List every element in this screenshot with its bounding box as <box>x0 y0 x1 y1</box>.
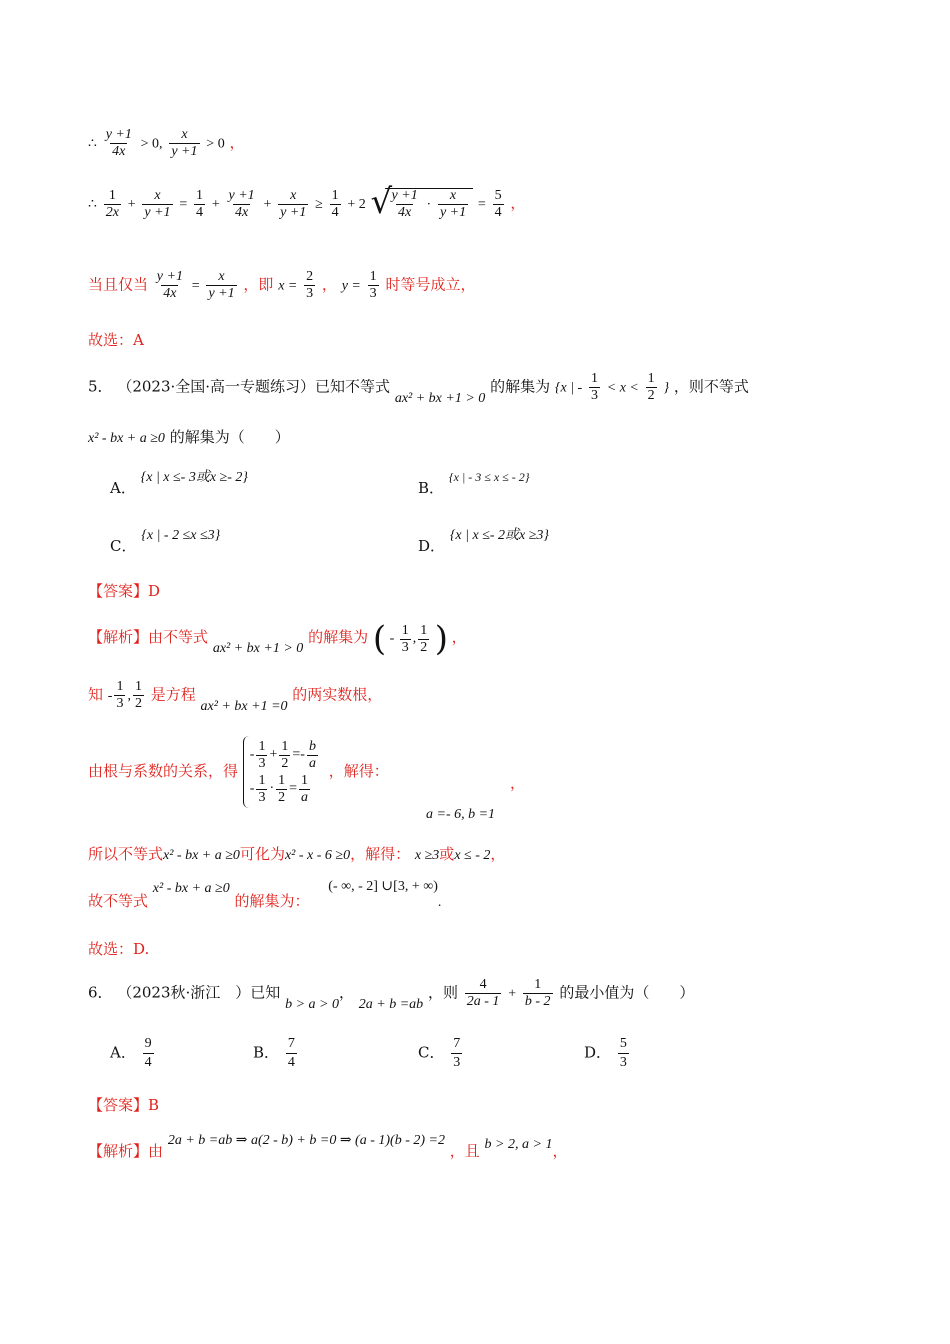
math-text: > 0, <box>140 136 163 152</box>
q6-stem <box>88 977 695 1012</box>
analysis-tag: 【解析】 <box>88 628 149 647</box>
fraction: $\frac{x}{y +1}$ <box>280 187 307 220</box>
fraction: $\frac{1}{b - 2}$ <box>524 977 551 1009</box>
math-text: x² - bx + a ≥0 <box>152 881 230 896</box>
minus-sign: - <box>107 688 113 704</box>
punctuation: . <box>437 895 442 910</box>
proof-line-2 <box>88 188 525 220</box>
option-label: D． <box>584 1043 612 1062</box>
analysis-text: 的两实数根， <box>292 685 383 704</box>
analysis-text: 或 <box>439 845 455 863</box>
fraction: $\frac{x}{y +1}$ <box>439 188 467 220</box>
explanation-text: ，即 <box>243 275 274 294</box>
analysis-text: 可化为 <box>239 845 285 863</box>
q6-answer: 【答案】B <box>88 1096 160 1114</box>
q5-option-b[interactable] <box>418 465 530 497</box>
question-number: 6． <box>88 983 113 1002</box>
option-label: C． <box>110 537 137 555</box>
q6-option-b[interactable] <box>253 1036 299 1071</box>
q6-option-d[interactable] <box>584 1036 631 1071</box>
proof-equality-condition <box>88 270 475 301</box>
option-text: {x | x ≤- 2或x ≥3} <box>449 528 550 543</box>
question-text: 的最小值为（ ） <box>559 983 695 1002</box>
option-label: B． <box>418 479 445 497</box>
therefore-sign: ∴ <box>88 136 97 152</box>
plus-sign: + <box>263 197 272 212</box>
math-text: 2a + b =ab <box>358 996 424 1012</box>
fraction: $\frac{5}{3}$ <box>619 1036 627 1070</box>
sqrt-symbol <box>385 188 474 220</box>
q5-analysis-4 <box>88 847 505 863</box>
analysis-text: ，且 <box>449 1142 480 1160</box>
fraction: $\frac{1}{2}$ <box>647 371 655 403</box>
punctuation: ， <box>338 983 354 1002</box>
q5-choice: 故选：D. <box>88 940 150 958</box>
explanation-text: 当且仅当 <box>88 275 149 294</box>
q6-option-c[interactable] <box>418 1036 464 1071</box>
fraction: $\frac{4}{2a - 1}$ <box>466 977 500 1009</box>
interval: ( - $\frac{1}{3}$ , $\frac{1}{2}$ ) <box>372 619 449 659</box>
option-text: {x | x ≤- 3或x ≥- 2} <box>140 470 249 485</box>
equation-system <box>243 736 324 808</box>
punctuation: ， <box>510 194 526 212</box>
q5-stem-2 <box>88 430 290 446</box>
right-paren: ) <box>434 619 449 659</box>
fraction: $\frac{1}{2}$ <box>134 679 142 711</box>
fraction: $\frac{x}{y +1}$ <box>171 127 198 159</box>
q5-analysis-5 <box>88 879 442 910</box>
math-text: ax² + bx +1 > 0 <box>212 641 304 657</box>
analysis-text: 的解集为 <box>308 628 369 647</box>
fraction: $\frac{9}{4}$ <box>144 1036 152 1070</box>
system-row-2: - 1 3 · $\frac{1}{2}$ = $\frac{1}{a}$ <box>249 772 309 805</box>
analysis-text: ，解得： <box>328 762 389 780</box>
math-text: ax² + bx +1 > 0 <box>394 390 486 406</box>
equals-sign: = <box>477 197 486 212</box>
math-text: b > a > 0 <box>285 996 339 1012</box>
fraction: $\frac{5}{4}$ <box>494 187 502 220</box>
fraction: $\frac{2}{3}$ <box>306 269 314 301</box>
math-text: b > 2, a > 1 <box>484 1137 553 1152</box>
q5-answer: 【答案】D <box>88 582 161 600</box>
question-text: ，则 <box>427 983 458 1002</box>
q5-option-c[interactable] <box>110 523 221 555</box>
option-label: D． <box>418 537 446 555</box>
q6-option-a[interactable] <box>110 1036 156 1071</box>
math-text: a =- 6, b =1 <box>426 807 496 822</box>
option-label: A． <box>110 479 136 497</box>
fraction: $\frac{1}{4}$ <box>331 187 339 220</box>
punctuation: ， <box>451 628 467 647</box>
math-text: > 0 <box>206 136 225 152</box>
question-text: 的解集为 <box>490 377 551 396</box>
fraction: $\frac{y +1}{4x}$ <box>156 269 183 301</box>
math-text: y = <box>341 278 361 294</box>
analysis-text: 的解集为： <box>234 892 310 910</box>
fraction: $\frac{7}{3}$ <box>453 1036 461 1070</box>
minus-sign: - <box>389 631 395 647</box>
q5-option-a[interactable] <box>110 465 249 497</box>
option-text: {x | - 3 ≤ x ≤ - 2} <box>448 470 530 484</box>
math-text: } <box>663 380 670 396</box>
punctuation: ， <box>229 133 245 152</box>
question-number: 5． <box>88 377 113 396</box>
plus-sign: + <box>127 197 136 212</box>
analysis-text: 由不等式 <box>148 628 209 647</box>
q5-option-d[interactable] <box>418 523 550 555</box>
equals-sign: = <box>191 278 200 294</box>
geq-sign: ≥ <box>315 197 323 212</box>
math-text: x² - bx + a ≥0 <box>88 431 165 446</box>
fraction: $\frac{7}{4}$ <box>287 1036 295 1070</box>
system-row-1: - 1 3 + $\frac{1}{2}$ =- b a <box>249 738 316 771</box>
fraction: $\frac{1}{3}$ <box>401 622 409 655</box>
q5-result-comma: ， <box>510 774 526 792</box>
analysis-text: 知 <box>88 685 104 704</box>
question-text: （2023秋·浙江 ）已知 <box>117 983 281 1002</box>
q5-analysis-1 <box>88 619 467 659</box>
math-text: x² - bx + a ≥0 <box>163 848 240 863</box>
plus-sign: + <box>508 986 517 1002</box>
math-text: < x < <box>606 380 639 396</box>
analysis-text: 由根与系数的关系，得 <box>88 762 239 780</box>
proof-choice: 故选：A <box>88 331 144 349</box>
fraction: $\frac{1}{3}$ <box>590 371 598 403</box>
option-text: {x | - 2 ≤x ≤3} <box>141 528 221 543</box>
math-text: (- ∞, - 2] ∪[3, + ∞) <box>328 879 438 894</box>
equals-sign: = <box>179 197 188 212</box>
fraction: √ $\frac{y +1}{4x}$ <box>391 188 418 220</box>
punctuation: ， <box>552 1142 568 1160</box>
math-text: 2a + b =ab ⇒ a(2 - b) + b =0 ⇒ (a - 1)(b - 2) =2 <box>167 1133 445 1148</box>
analysis-text: 是方程 <box>150 685 196 704</box>
analysis-text: 故不等式 <box>88 892 149 910</box>
fraction: $\frac{x}{y +1}$ <box>208 269 235 301</box>
math-text: x ≥3 <box>414 848 440 863</box>
dot-sign: · <box>426 197 432 213</box>
question-text: ，则不等式 <box>673 377 749 396</box>
fraction: $\frac{y +1}{4x}$ <box>228 187 255 220</box>
q5-analysis-3 <box>88 736 389 808</box>
left-paren: ( <box>372 619 387 659</box>
option-label: A． <box>110 1043 136 1062</box>
option-label: C． <box>418 1043 445 1062</box>
math-text: + 2 <box>347 197 366 212</box>
fraction: $\frac{1}{4}$ <box>196 187 204 220</box>
punctuation: ， <box>321 275 337 294</box>
explanation-text: 时等号成立， <box>385 275 476 294</box>
math-text: x = <box>278 278 298 294</box>
q5-analysis-2 <box>88 679 383 714</box>
plus-sign: + <box>211 197 220 212</box>
math-text: x ≤ - 2 <box>454 848 491 863</box>
q5-result <box>426 806 495 822</box>
analysis-text: 所以不等式 <box>88 845 164 863</box>
q6-analysis <box>88 1133 568 1160</box>
therefore-sign: ∴ <box>88 197 97 212</box>
fraction: $\frac{1}{2x}$ <box>105 187 119 220</box>
fraction: $\frac{x}{y +1}$ <box>144 187 171 220</box>
fraction: $\frac{1}{3}$ <box>369 269 377 301</box>
comma: , <box>127 688 131 704</box>
analysis-tag: 【解析】 <box>88 1142 149 1160</box>
math-text: {x | - <box>554 380 583 396</box>
q5-stem <box>88 371 749 406</box>
fraction: $\frac{y +1}{4x}$ <box>105 127 132 159</box>
fraction: $\frac{1}{2}$ <box>420 622 428 655</box>
option-label: B． <box>253 1043 280 1062</box>
analysis-text: ，解得： <box>350 845 411 863</box>
question-text: 的解集为（ ） <box>169 428 290 446</box>
math-text: ax² + bx +1 =0 <box>200 698 288 714</box>
punctuation: ， <box>490 845 506 863</box>
fraction: $\frac{1}{3}$ <box>116 679 124 711</box>
proof-line-1 <box>88 128 245 159</box>
math-text: x² - x - 6 ≥0 <box>284 848 351 863</box>
question-text: （2023·全国·高一专题练习）已知不等式 <box>117 377 391 396</box>
analysis-text: 由 <box>148 1142 164 1160</box>
